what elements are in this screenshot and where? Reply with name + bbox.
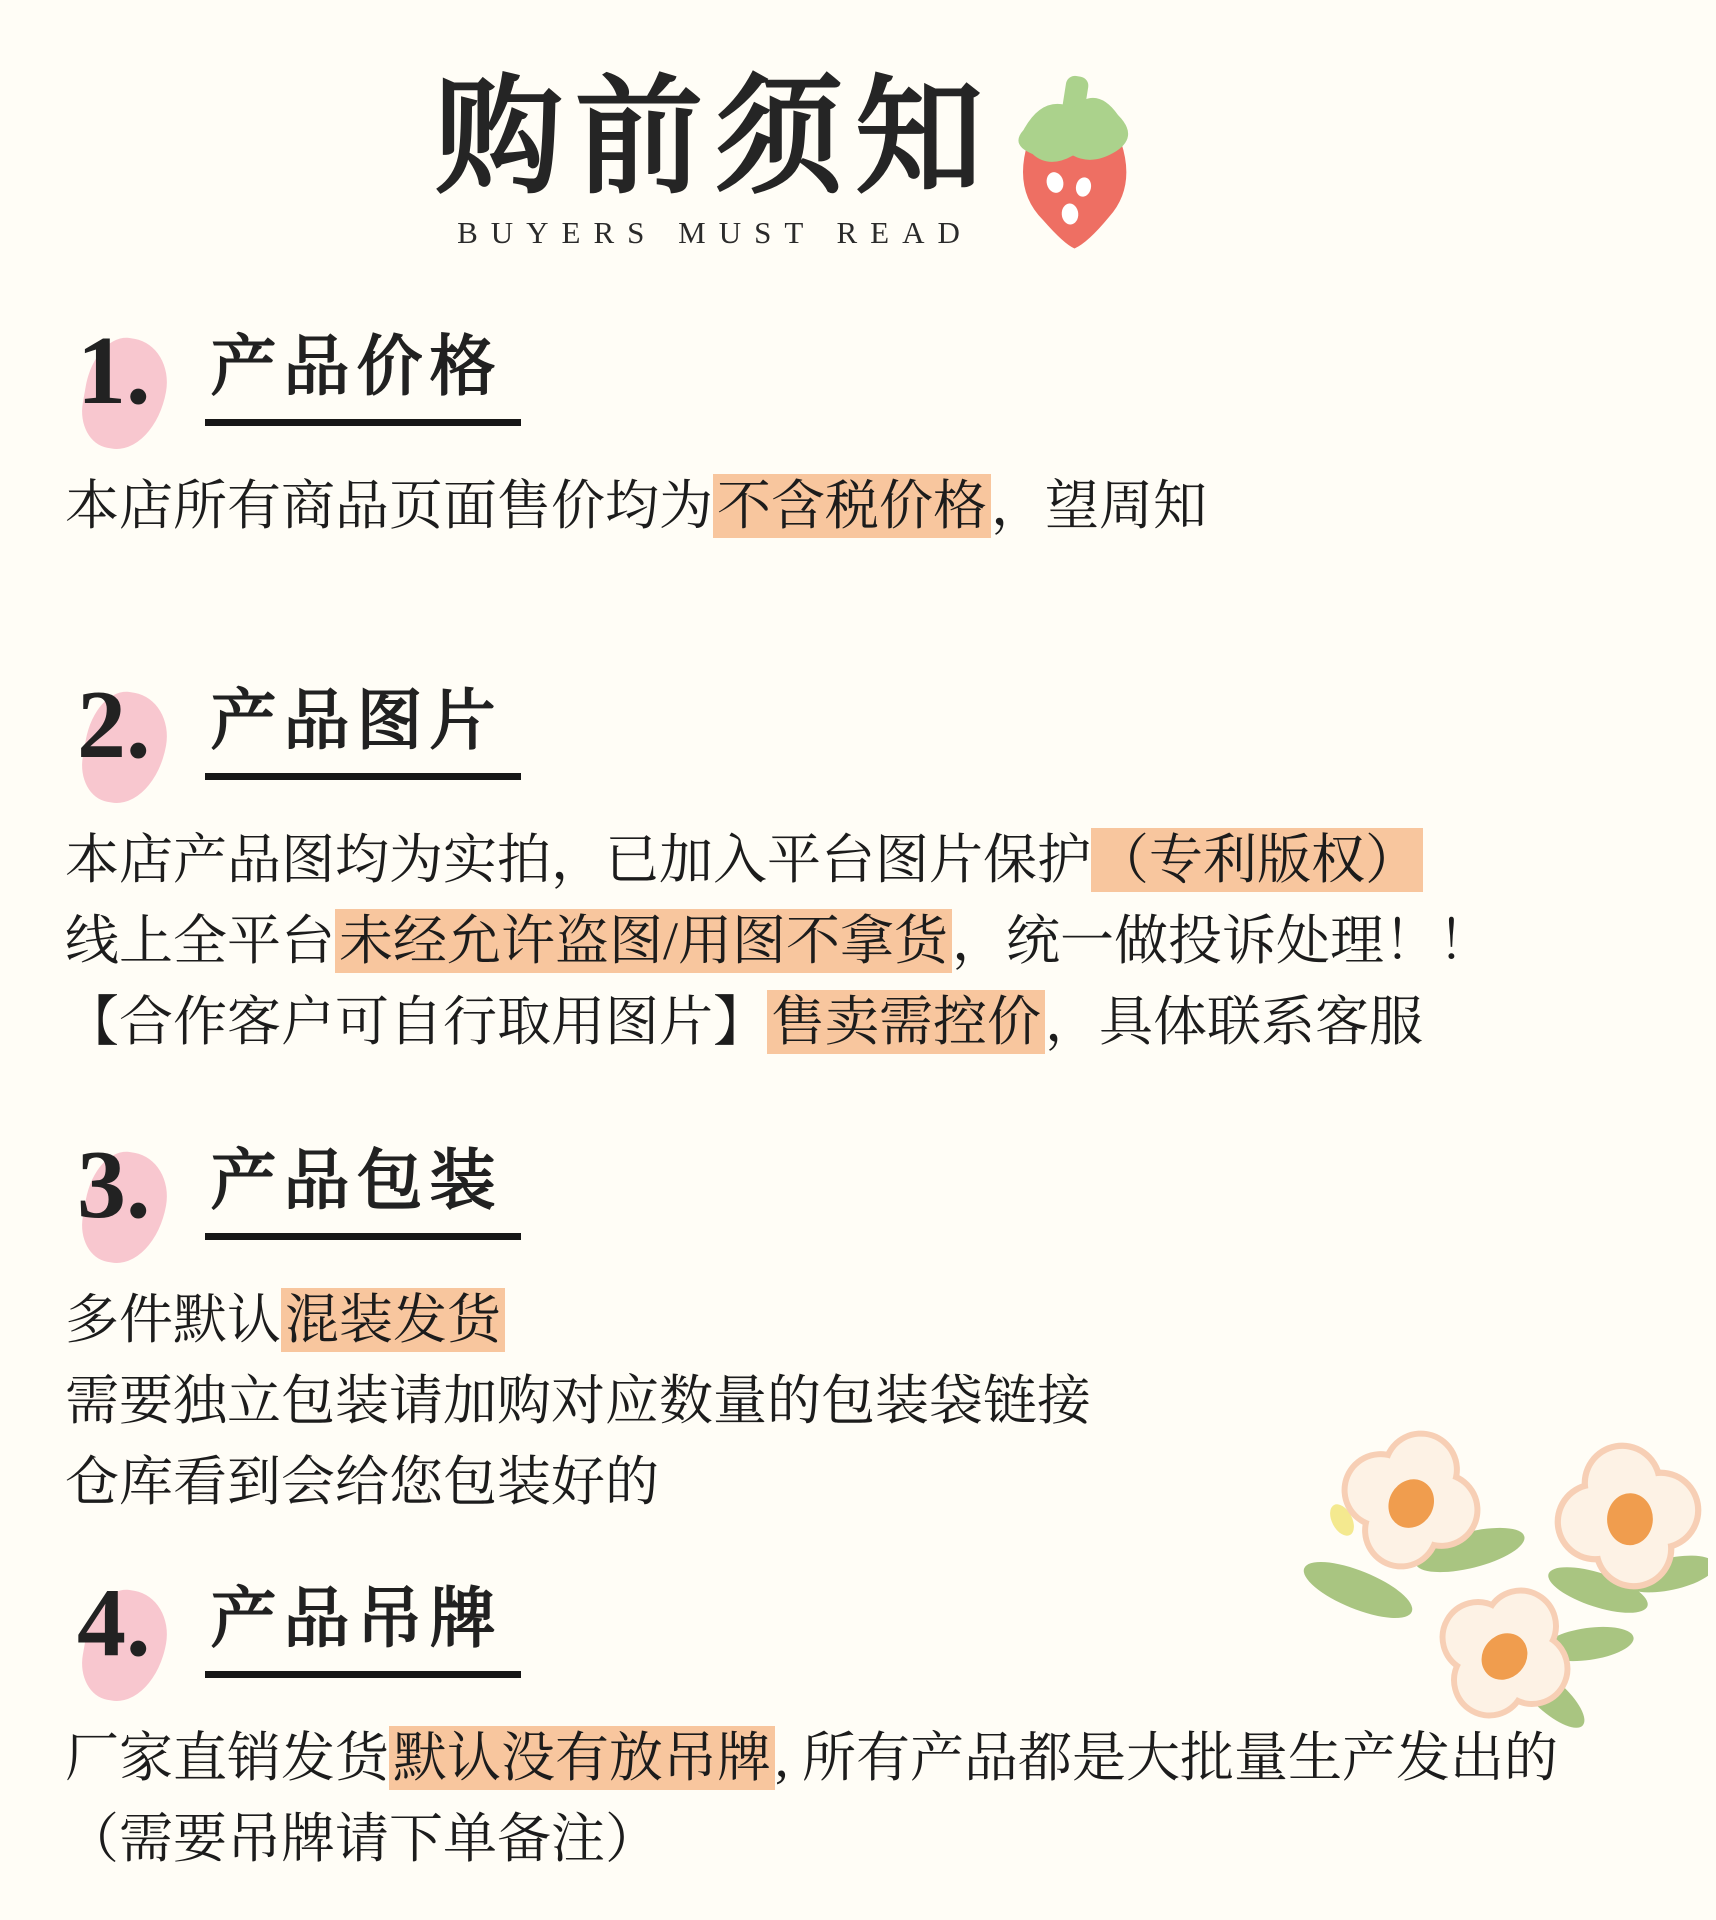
section-title: 产品价格: [205, 332, 521, 426]
section-heading-row: [65, 1131, 1678, 1240]
body-line: [65, 1280, 1678, 1361]
body-text: ，具体联系客服: [1045, 992, 1423, 1052]
body-text: 【合作客户可自行取用图片】: [65, 992, 767, 1052]
body-text: ，统一做投诉处理！！: [952, 911, 1493, 971]
highlight-text: （专利版权）: [1091, 828, 1423, 892]
highlight-text: 混装发货: [281, 1288, 505, 1352]
section-heading-row: [65, 317, 1678, 426]
body-text: 需要独立包装请加购对应数量的包装袋链接: [65, 1371, 1091, 1431]
section-body: [65, 1718, 1678, 1880]
body-text: 本店所有商品页面售价均为: [65, 476, 713, 536]
header: [0, 66, 1430, 251]
body-line: [65, 982, 1678, 1063]
section-heading-row: [65, 671, 1678, 780]
section-number: 3.: [65, 1136, 161, 1240]
body-text: 多件默认: [65, 1290, 281, 1350]
strawberry-icon: [998, 70, 1148, 250]
flower-decoration-icon: [1298, 1398, 1708, 1738]
highlight-text: 售卖需控价: [767, 990, 1045, 1054]
section-title: 产品包装: [205, 1146, 521, 1240]
section-product-price: [65, 317, 1678, 547]
body-text: 本店产品图均为实拍，已加入平台图片保护: [65, 830, 1091, 890]
page-subtitle: BUYERS MUST READ: [457, 215, 973, 251]
section-product-images: [65, 671, 1678, 1063]
page-title: 购前须知: [434, 66, 995, 209]
body-text: （需要吊牌请下单备注）: [65, 1809, 659, 1869]
section-title: 产品吊牌: [205, 1584, 521, 1678]
body-text: 线上全平台: [65, 911, 335, 971]
highlight-text: 不含税价格: [713, 474, 991, 538]
body-text: , 所有产品都是大批量生产发出的: [775, 1728, 1558, 1788]
section-number: 1.: [65, 322, 161, 426]
highlight-text: 默认没有放吊牌: [389, 1726, 775, 1790]
body-text: ，望周知: [991, 476, 1207, 536]
body-line: [65, 901, 1678, 982]
section-title: 产品图片: [205, 686, 521, 780]
body-line: [65, 1799, 1678, 1880]
body-line: [65, 820, 1678, 901]
section-number: 4.: [65, 1574, 161, 1678]
section-body: [65, 820, 1678, 1063]
body-line: [65, 466, 1678, 547]
section-number: 2.: [65, 676, 161, 780]
section-body: [65, 466, 1678, 547]
highlight-text: 未经允许盗图/用图不拿货: [335, 909, 952, 973]
body-text: 仓库看到会给您包装好的: [65, 1452, 659, 1512]
body-text: 厂家直销发货: [65, 1728, 389, 1788]
